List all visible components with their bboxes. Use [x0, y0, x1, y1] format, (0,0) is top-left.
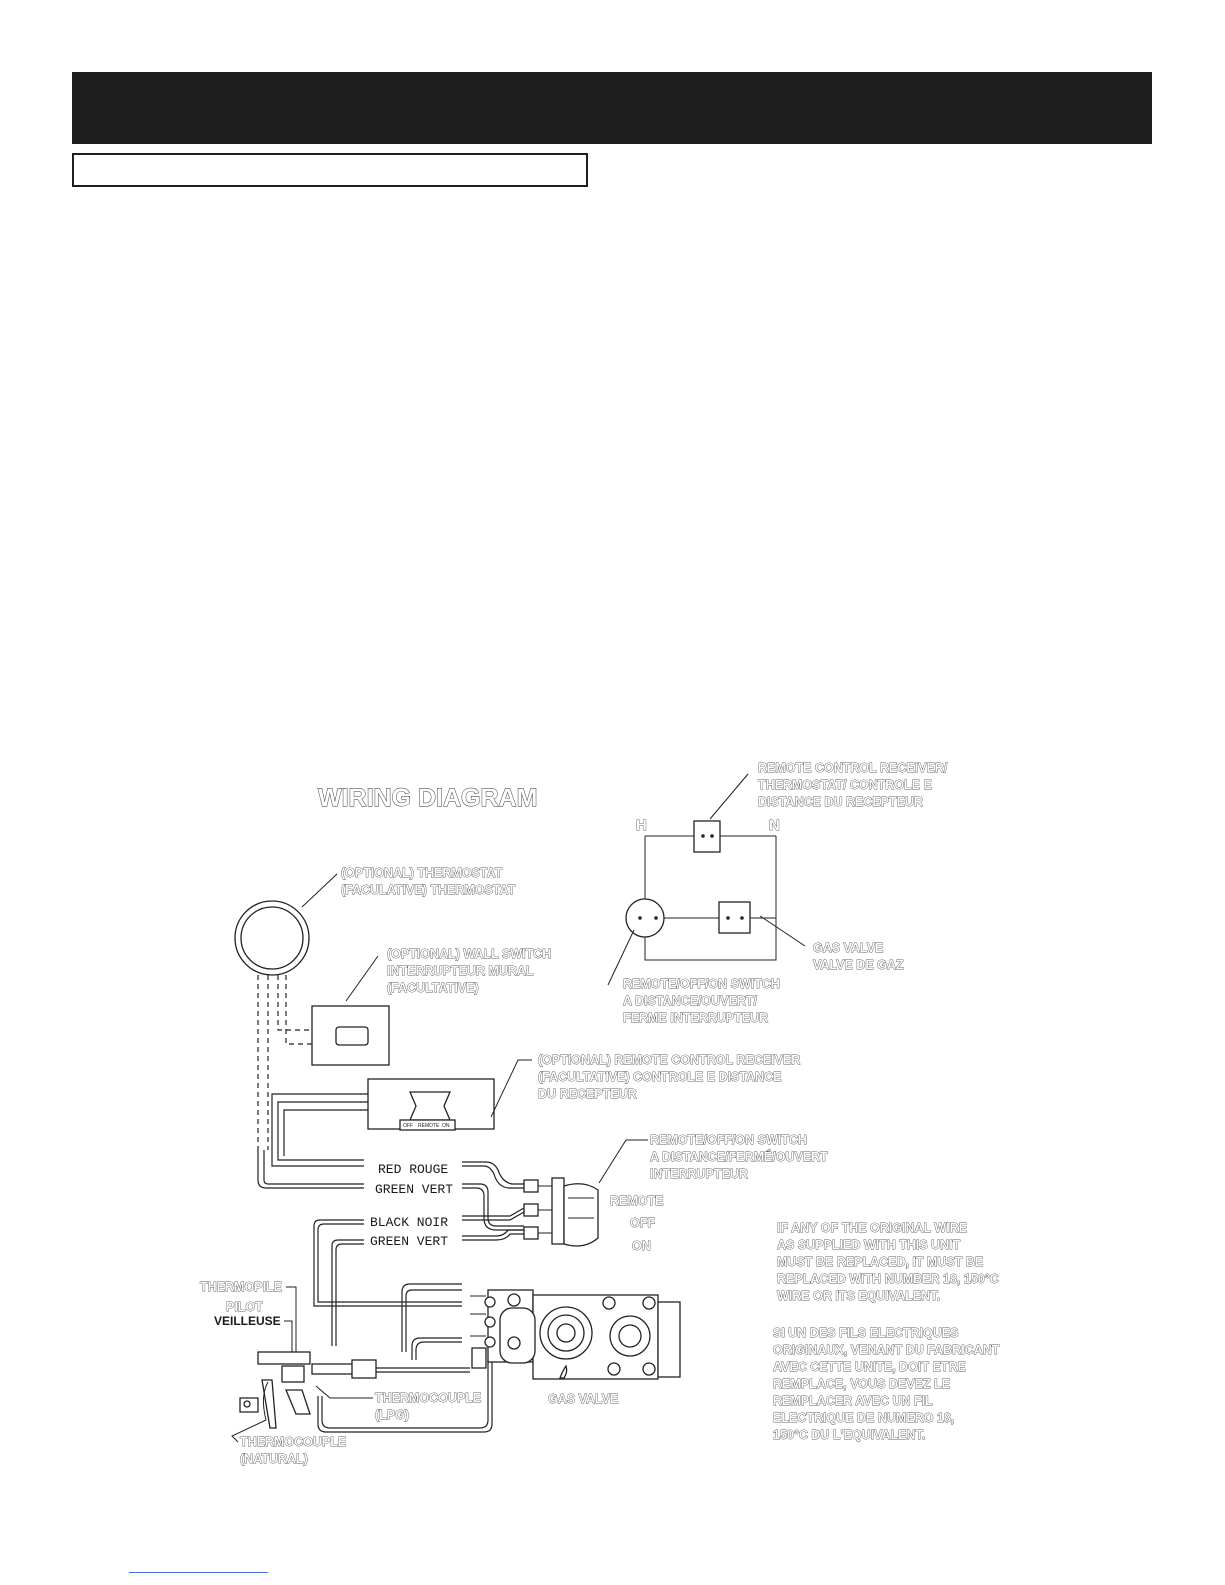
schematic	[608, 761, 948, 1025]
schematic-switch-label	[623, 977, 780, 1025]
wire-label-green-2: GREEN VERT	[370, 1234, 449, 1249]
schematic-n-label: N	[769, 817, 780, 834]
pilot-label: PILOT	[226, 1300, 263, 1314]
svg-text:(OPTIONAL) WALL SWITCH: (OPTIONAL) WALL SWITCH	[387, 947, 552, 961]
svg-text:(OPTIONAL) REMOTE CONTROL RECE: (OPTIONAL) REMOTE CONTROL RECEIVER	[538, 1053, 801, 1067]
svg-text:INTERRUPTEUR: INTERRUPTEUR	[650, 1167, 748, 1181]
svg-text:AS SUPPLIED WITH THIS UNIT: AS SUPPLIED WITH THIS UNIT	[777, 1238, 961, 1252]
veilleuse-label: VEILLEUSE	[214, 1314, 281, 1328]
svg-text:(FACULATIVE) THERMOSTAT: (FACULATIVE) THERMOSTAT	[341, 883, 516, 897]
svg-text:GAS VALVE: GAS VALVE	[813, 941, 884, 955]
footer-link-underline[interactable]	[129, 1572, 268, 1573]
svg-text:REMOTE/OFF/ON SWITCH: REMOTE/OFF/ON SWITCH	[623, 977, 780, 991]
schematic-receiver-box	[694, 821, 720, 852]
svg-text:REMOTE/OFF/ON SWITCH: REMOTE/OFF/ON SWITCH	[650, 1133, 807, 1147]
gas-valve-label: GAS VALVE	[548, 1392, 619, 1406]
svg-text:REMPLACE, VOUS DEVEZ LE: REMPLACE, VOUS DEVEZ LE	[773, 1377, 951, 1391]
svg-text:ORIGINAUX, VENANT DU FABRICANT: ORIGINAUX, VENANT DU FABRICANT	[773, 1343, 1000, 1357]
rocker-switch	[524, 1133, 828, 1253]
wire-label-red: RED ROUGE	[378, 1162, 449, 1177]
svg-text:(FACULTATIVE): (FACULTATIVE)	[387, 981, 479, 995]
switch-pos-off: OFF	[630, 1216, 655, 1230]
svg-text:IF ANY OF THE ORIGINAL WIRE: IF ANY OF THE ORIGINAL WIRE	[777, 1221, 968, 1235]
svg-text:150°C DU L'EQUIVALENT.: 150°C DU L'EQUIVALENT.	[773, 1428, 926, 1442]
switch-pos-remote: REMOTE	[610, 1194, 664, 1208]
svg-text:REMOTE CONTROL RECEIVER/: REMOTE CONTROL RECEIVER/	[758, 761, 948, 775]
svg-text:DISTANCE DU RECEPTEUR: DISTANCE DU RECEPTEUR	[758, 795, 924, 809]
schematic-receiver-label	[758, 761, 948, 809]
wire-replacement-note-en	[777, 1221, 999, 1303]
thermocouple-lpg-label-1: THERMOCOUPLE	[375, 1391, 482, 1405]
gas-valve	[470, 1290, 680, 1406]
schematic-h-label: H	[636, 817, 647, 834]
switch-pos-on: ON	[632, 1239, 651, 1253]
schematic-gas-valve-box	[719, 902, 750, 933]
svg-text:MUST BE REPLACED, IT MUST BE: MUST BE REPLACED, IT MUST BE	[777, 1255, 984, 1269]
svg-text:(OPTIONAL) THERMOSTAT: (OPTIONAL) THERMOSTAT	[341, 866, 503, 880]
svg-text:A DISTANCE/FERMÉ/OUVERT: A DISTANCE/FERMÉ/OUVERT	[650, 1150, 828, 1164]
wall-switch	[312, 947, 551, 1065]
svg-text:ELECTRIQUE DE NUMERO 18,: ELECTRIQUE DE NUMERO 18,	[773, 1411, 955, 1425]
svg-text:SI UN DES FILS ELECTRIQUES: SI UN DES FILS ELECTRIQUES	[773, 1326, 959, 1340]
svg-text:REMPLACER AVEC UN FIL: REMPLACER AVEC UN FIL	[773, 1394, 933, 1408]
svg-text:(FACULTATIVE) CONTROLE E DISTA: (FACULTATIVE) CONTROLE E DISTANCE	[538, 1070, 782, 1084]
svg-text:ON: ON	[442, 1123, 450, 1129]
schematic-gas-valve-label	[813, 941, 904, 972]
thermocouple-lpg-label-2: (LPG)	[375, 1408, 410, 1422]
wire-replacement-note-fr	[773, 1326, 1000, 1442]
svg-text:REMOTE: REMOTE	[418, 1123, 440, 1129]
schematic-switch-circle	[626, 899, 664, 937]
wire-label-green-1: GREEN VERT	[375, 1182, 454, 1197]
svg-text:REPLACED WITH NUMBER 18, 150°C: REPLACED WITH NUMBER 18, 150°C	[777, 1272, 999, 1286]
thermocouple-natural-label-2: (NATURAL)	[240, 1452, 308, 1466]
diagram-title: WIRING DIAGRAM	[318, 784, 538, 812]
svg-text:FERME INTERRUPTEUR: FERME INTERRUPTEUR	[623, 1011, 769, 1025]
wire-label-black: BLACK NOIR	[370, 1215, 449, 1230]
svg-text:THERMOSTAT/ CONTROLE E: THERMOSTAT/ CONTROLE E	[758, 778, 932, 792]
svg-text:WIRE OR ITS EQUIVALENT.: WIRE OR ITS EQUIVALENT.	[777, 1289, 940, 1303]
svg-text:INTERRUPTEUR MURAL: INTERRUPTEUR MURAL	[387, 964, 534, 978]
svg-text:OFF: OFF	[403, 1123, 413, 1129]
thermopile-label: THERMOPILE	[200, 1280, 282, 1294]
svg-text:DU RECEPTEUR: DU RECEPTEUR	[538, 1087, 637, 1101]
pilot-assembly	[200, 1280, 481, 1466]
svg-text:A DISTANCE/OUVERT/: A DISTANCE/OUVERT/	[623, 994, 758, 1008]
thermocouple-natural-label-1: THERMOCOUPLE	[240, 1435, 347, 1449]
svg-text:AVEC CETTE UNITE, DOIT ETRE: AVEC CETTE UNITE, DOIT ETRE	[773, 1360, 966, 1374]
svg-text:VALVE DE GAZ: VALVE DE GAZ	[813, 958, 904, 972]
